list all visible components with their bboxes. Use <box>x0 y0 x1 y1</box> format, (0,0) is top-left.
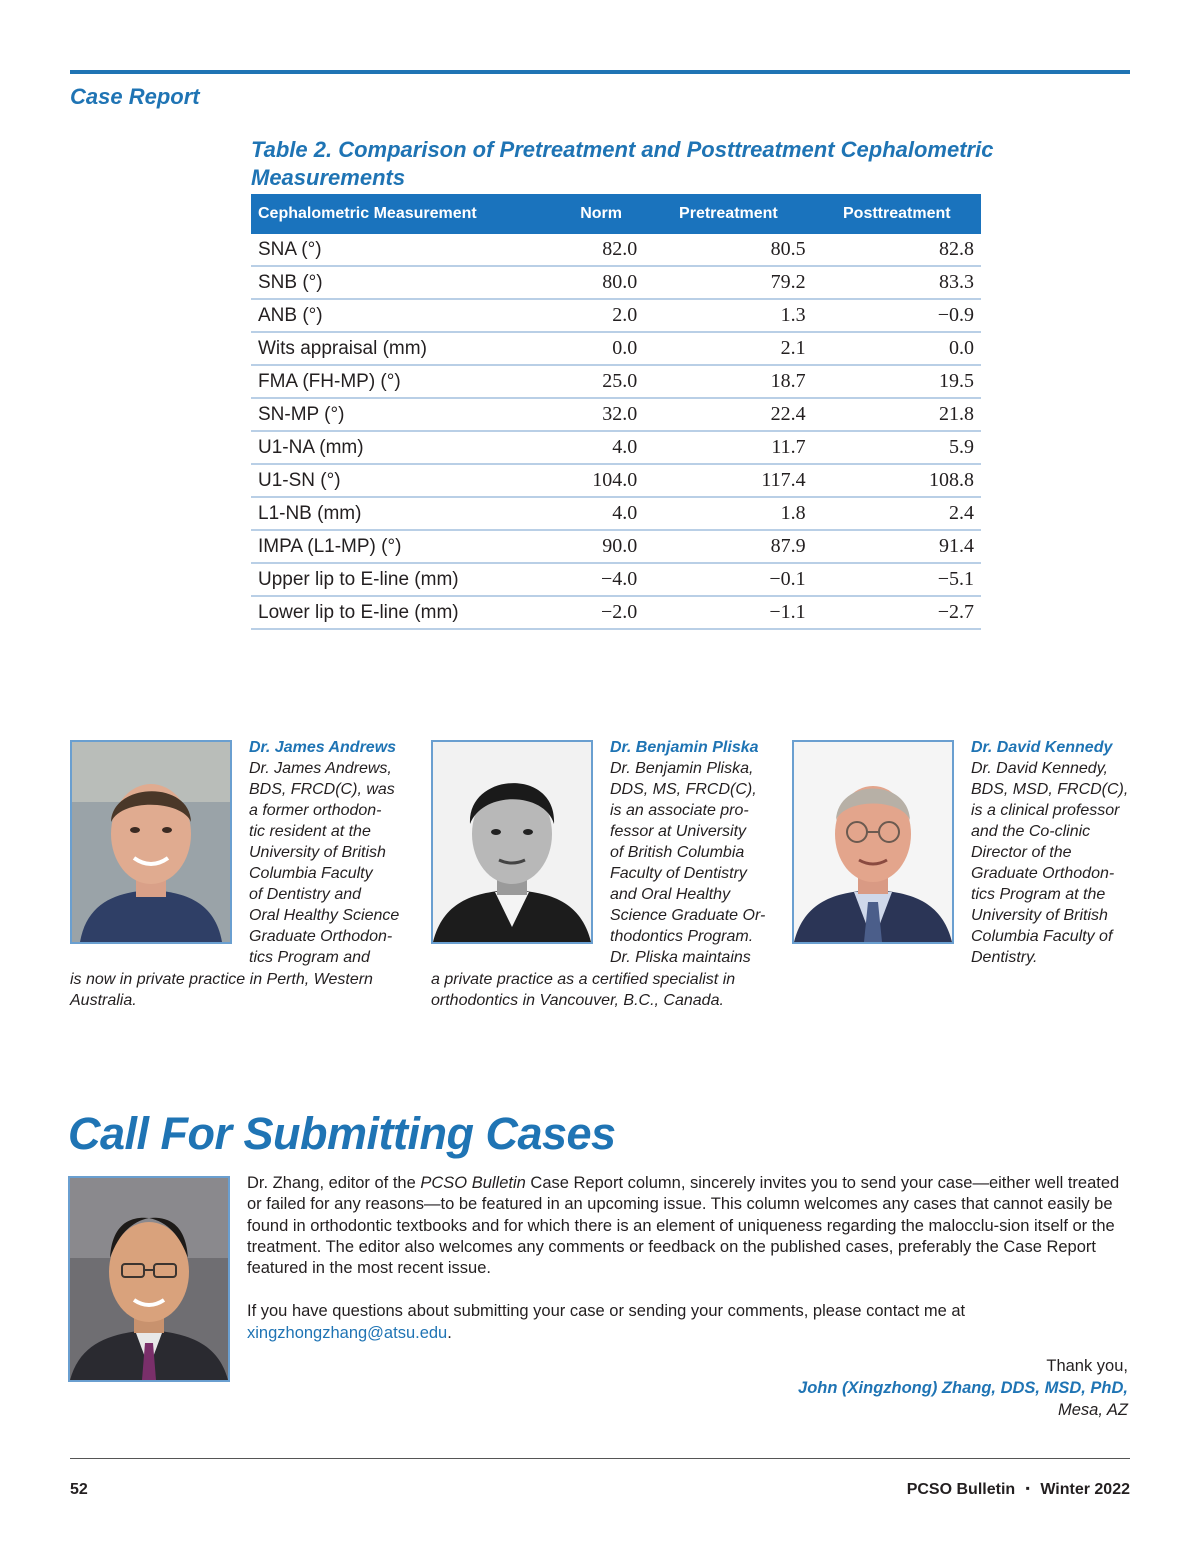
cell-norm: 104.0 <box>558 464 644 497</box>
bio-line: of Dentistry and <box>249 886 362 903</box>
footer-publication-name: PCSO Bulletin <box>906 1481 1016 1498</box>
cell-measurement: FMA (FH-MP) (°) <box>251 365 558 398</box>
cell-posttreatment: 0.0 <box>813 332 981 365</box>
bio-line: Dr. David Kennedy, <box>971 760 1108 777</box>
header-posttreatment: Posttreatment <box>813 194 981 234</box>
portrait-icon <box>72 742 230 942</box>
bio-line: BDS, MSD, FRCD(C), <box>971 781 1129 798</box>
cell-posttreatment: 91.4 <box>813 530 981 563</box>
bio-line: DDS, MS, FRCD(C), <box>610 781 757 798</box>
table-row <box>251 431 981 464</box>
bio-line: tics Program at the <box>971 886 1106 903</box>
cell-pretreatment: 87.9 <box>644 530 812 563</box>
bio-line: Dentistry. <box>971 949 1038 966</box>
cell-posttreatment: −5.1 <box>813 563 981 596</box>
table-row <box>251 464 981 497</box>
call-paragraph-2 <box>247 1301 1132 1344</box>
bio-line: Columbia Faculty of <box>971 928 1113 945</box>
table-row <box>251 299 981 332</box>
bio-line: is an associate pro- <box>610 802 749 819</box>
section-label: Case Report <box>70 84 200 109</box>
top-rule <box>70 70 1130 74</box>
cell-posttreatment: 83.3 <box>813 266 981 299</box>
cell-norm: 80.0 <box>558 266 644 299</box>
cell-measurement: L1-NB (mm) <box>251 497 558 530</box>
bio-line: is now in private practice in Perth, Western <box>70 971 373 988</box>
table-row <box>251 365 981 398</box>
zhang-photo <box>68 1176 230 1382</box>
bio-line: and the Co-clinic <box>971 823 1091 840</box>
cell-pretreatment: −1.1 <box>644 596 812 629</box>
cell-pretreatment: 22.4 <box>644 398 812 431</box>
table-row <box>251 530 981 563</box>
cell-pretreatment: 80.5 <box>644 234 812 266</box>
table-row <box>251 332 981 365</box>
bio-name: Dr. James Andrews <box>249 739 397 756</box>
call-p2-end: . <box>447 1323 452 1342</box>
cell-pretreatment: 117.4 <box>644 464 812 497</box>
bio-line: BDS, FRCD(C), was <box>249 781 395 798</box>
cell-measurement: SNB (°) <box>251 266 558 299</box>
table-header-row <box>251 194 981 234</box>
table-row <box>251 497 981 530</box>
call-p1-publication: PCSO Bulletin <box>420 1174 526 1192</box>
cell-measurement: Lower lip to E-line (mm) <box>251 596 558 629</box>
thank-you: Thank you, <box>1046 1357 1128 1375</box>
cell-norm: 4.0 <box>558 497 644 530</box>
bio-line: Australia. <box>70 992 137 1009</box>
andrews-bio <box>249 737 419 968</box>
cell-norm: −4.0 <box>558 563 644 596</box>
andrews-bio-tail <box>70 969 410 1011</box>
kennedy-photo <box>792 740 954 944</box>
cell-posttreatment: 82.8 <box>813 234 981 266</box>
bio-name: Dr. David Kennedy <box>971 739 1113 756</box>
table-row <box>251 234 981 266</box>
bottom-rule <box>70 1458 1130 1459</box>
contact-email-link[interactable]: xingzhongzhang@atsu.edu <box>247 1323 448 1342</box>
bio-line: Science Graduate Or- <box>610 907 766 924</box>
portrait-icon <box>794 742 952 942</box>
footer-publication <box>907 1481 1130 1499</box>
bio-line: University of British <box>249 844 386 861</box>
cell-posttreatment: 108.8 <box>813 464 981 497</box>
table-row <box>251 398 981 431</box>
bio-line: tic resident at the <box>249 823 371 840</box>
kennedy-bio <box>971 737 1136 968</box>
cell-posttreatment: 19.5 <box>813 365 981 398</box>
table-row <box>251 266 981 299</box>
bio-line: thodontics Program. <box>610 928 754 945</box>
page-number: 52 <box>70 1481 88 1498</box>
call-title: Call For Submitting Cases <box>68 1108 616 1159</box>
header-pretreatment: Pretreatment <box>644 194 812 234</box>
andrews-photo <box>70 740 232 944</box>
cell-pretreatment: 18.7 <box>644 365 812 398</box>
cell-pretreatment: 79.2 <box>644 266 812 299</box>
signature: John (Xingzhong) Zhang, DDS, MSD, PhD, <box>798 1379 1128 1397</box>
cell-norm: 4.0 <box>558 431 644 464</box>
cell-norm: 0.0 <box>558 332 644 365</box>
bio-line: Columbia Faculty <box>249 865 373 882</box>
call-p1-lead: Dr. Zhang, editor of the <box>247 1174 416 1192</box>
cell-posttreatment: −2.7 <box>813 596 981 629</box>
pliska-photo <box>431 740 593 944</box>
bio-line: of British Columbia <box>610 844 745 861</box>
cell-norm: 82.0 <box>558 234 644 266</box>
footer-issue: Winter 2022 <box>1040 1481 1130 1498</box>
header-measurement: Cephalometric Measurement <box>251 194 558 234</box>
cell-measurement: SN-MP (°) <box>251 398 558 431</box>
bio-line: Dr. Pliska maintains <box>610 949 751 966</box>
cell-pretreatment: 2.1 <box>644 332 812 365</box>
call-p1-rest: Case Report column, sincerely invites you to send your case—either well treated or failed for any reasons—to be featured in an upcoming issue. This column welcomes any cases that cannot easily be found in orthodontic textbooks and for which there is an element of uniqueness regarding the malocclu-sion itself or the treatment. The editor also welcomes any comments or feedback on the published cases, preferably the Case Report featured in the most recent issue. <box>247 1174 1120 1278</box>
table-title: Table 2. Comparison of Pretreatment and Posttreatment Cephalometric Measurements <box>251 137 994 190</box>
bio-line: Dr. James Andrews, <box>249 760 392 777</box>
cell-pretreatment: 11.7 <box>644 431 812 464</box>
bio-line: tics Program and <box>249 949 370 966</box>
cell-norm: 90.0 <box>558 530 644 563</box>
portrait-icon <box>433 742 591 942</box>
cell-posttreatment: 2.4 <box>813 497 981 530</box>
cell-norm: 25.0 <box>558 365 644 398</box>
bio-line: Director of the <box>971 844 1072 861</box>
pliska-bio <box>610 737 785 968</box>
cell-norm: −2.0 <box>558 596 644 629</box>
cell-pretreatment: 1.3 <box>644 299 812 332</box>
footer-separator: ▪ <box>1025 1481 1030 1495</box>
cell-posttreatment: 5.9 <box>813 431 981 464</box>
bio-line: Graduate Orthodon- <box>249 928 393 945</box>
call-paragraph-1 <box>247 1173 1132 1279</box>
cell-measurement: U1-SN (°) <box>251 464 558 497</box>
location: Mesa, AZ <box>1058 1401 1128 1419</box>
portrait-icon <box>70 1178 228 1380</box>
bio-line: University of British <box>971 907 1108 924</box>
cell-measurement: ANB (°) <box>251 299 558 332</box>
bio-line: Oral Healthy Science <box>249 907 400 924</box>
cell-measurement: U1-NA (mm) <box>251 431 558 464</box>
call-body <box>247 1173 1132 1344</box>
table-row <box>251 596 981 629</box>
cell-measurement: Upper lip to E-line (mm) <box>251 563 558 596</box>
cell-norm: 2.0 <box>558 299 644 332</box>
header-norm: Norm <box>558 194 644 234</box>
cell-measurement: IMPA (L1-MP) (°) <box>251 530 558 563</box>
bio-line: a private practice as a certified specialist in <box>431 971 736 988</box>
bio-line: orthodontics in Vancouver, B.C., Canada. <box>431 992 724 1009</box>
bio-line: is a clinical professor <box>971 802 1120 819</box>
bio-line: Graduate Orthodon- <box>971 865 1115 882</box>
pliska-bio-tail <box>431 969 781 1011</box>
call-p2-text: If you have questions about submitting your case or sending your comments, please contact me at <box>247 1302 966 1321</box>
cephalometric-table <box>251 194 981 630</box>
bio-line: and Oral Healthy <box>610 886 731 903</box>
bio-line: Dr. Benjamin Pliska, <box>610 760 754 777</box>
cell-posttreatment: 21.8 <box>813 398 981 431</box>
cell-pretreatment: −0.1 <box>644 563 812 596</box>
cell-measurement: SNA (°) <box>251 234 558 266</box>
bio-line: a former orthodon- <box>249 802 382 819</box>
bio-name: Dr. Benjamin Pliska <box>610 739 759 756</box>
cell-pretreatment: 1.8 <box>644 497 812 530</box>
cell-norm: 32.0 <box>558 398 644 431</box>
table-row <box>251 563 981 596</box>
cell-posttreatment: −0.9 <box>813 299 981 332</box>
bio-line: Faculty of Dentistry <box>610 865 747 882</box>
bio-line: fessor at University <box>610 823 747 840</box>
cell-measurement: Wits appraisal (mm) <box>251 332 558 365</box>
